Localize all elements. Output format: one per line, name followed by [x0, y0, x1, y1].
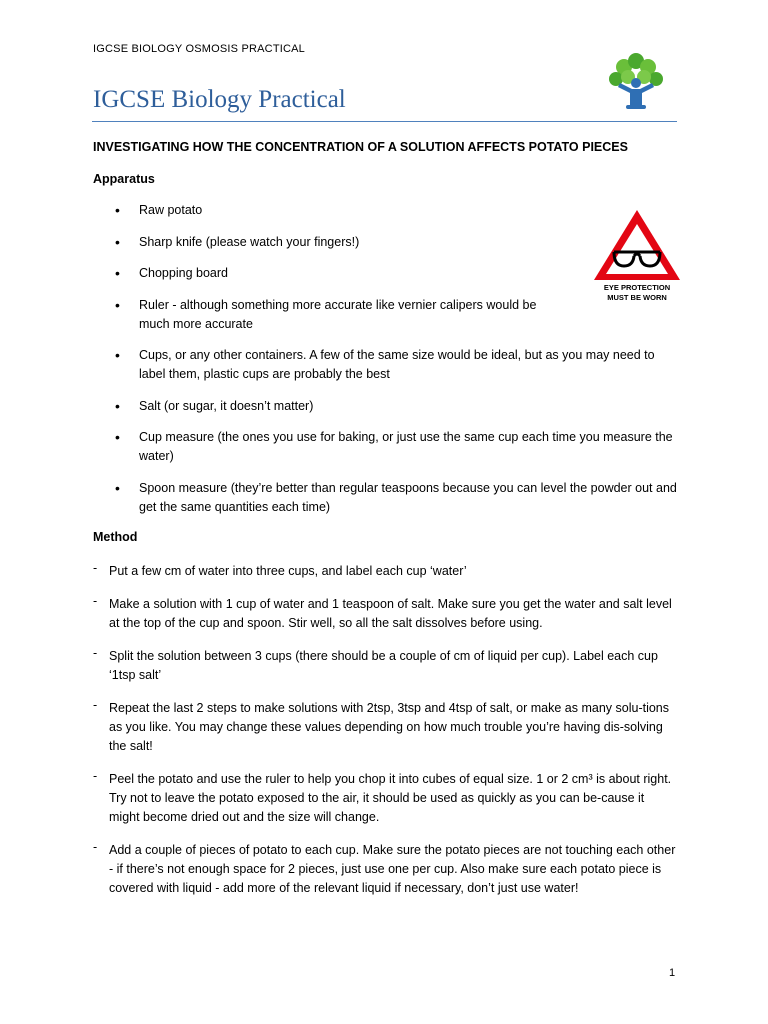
method-step: [93, 699, 677, 756]
bullet-icon: •: [115, 398, 120, 414]
method-heading: Method: [93, 530, 138, 544]
apparatus-item-text: Chopping board: [139, 266, 228, 280]
method-step-text: Add a couple of pieces of potato to each cup. Make sure the potato pieces are not touching each other - if there’s not enough space for 2 pieces, just use one per cup. Also make sure each potato piece is covered with liquid - add more of the relevant liquid if necessary, don’t just use water!: [109, 843, 676, 895]
method-step-text: Repeat the last 2 steps to make solutions with 2tsp, 3tsp and 4tsp of salt, or make as many solu-tions as you like. You may change these values depending on how much trouble you’re having dis-solving the salt!: [109, 701, 670, 753]
eye-protection-sign: [590, 206, 684, 306]
dash-icon: -: [93, 594, 98, 608]
apparatus-item: [93, 201, 563, 220]
method-step: [93, 595, 677, 633]
apparatus-item-text: Salt (or sugar, it doesn’t matter): [139, 399, 314, 413]
bullet-icon: •: [115, 297, 120, 313]
method-step: [93, 770, 677, 827]
sign-text-line1: EYE PROTECTION: [603, 283, 671, 292]
method-step: [93, 562, 677, 581]
bullet-icon: •: [115, 347, 120, 363]
bullet-icon: •: [115, 202, 120, 218]
dash-icon: -: [93, 769, 98, 783]
bullet-icon: •: [115, 234, 120, 250]
apparatus-item-text: Ruler - although something more accurate like vernier calipers would be much more accurate: [139, 298, 537, 331]
method-step-text: Peel the potato and use the ruler to help you chop it into cubes of equal size. 1 or 2 cm³ is about right. Try not to leave the potato exposed to the air, it should be used as quickly as you can be-cause it might become dried out and the size will change.: [109, 772, 672, 824]
apparatus-item-text: Raw potato: [139, 203, 203, 217]
page-title: IGCSE Biology Practical: [93, 86, 346, 113]
apparatus-heading: Apparatus: [93, 172, 155, 186]
apparatus-item: [93, 233, 563, 252]
dash-icon: -: [93, 561, 98, 575]
apparatus-item: [93, 296, 563, 334]
bullet-icon: •: [115, 265, 120, 281]
bullet-icon: •: [115, 480, 120, 496]
investigation-title: INVESTIGATING HOW THE CONCENTRATION OF A SOLUTION AFFECTS POTATO PIECES: [93, 140, 628, 154]
sign-text-line2: MUST BE WORN: [607, 293, 667, 302]
method-step-text: Make a solution with 1 cup of water and 1 teaspoon of salt. Make sure you get the water and salt level at the top of the cup and spoon. Stir well, so all the salt dissolves before using.: [109, 597, 672, 630]
method-step: [93, 647, 677, 685]
apparatus-item-text: Sharp knife (please watch your fingers!): [139, 235, 360, 249]
dash-icon: -: [93, 840, 98, 854]
tree-person-logo-icon: [604, 53, 668, 113]
apparatus-item-text: Cups, or any other containers. A few of the same size would be ideal, but as you may need to label them, plastic cups are probably the best: [139, 348, 655, 381]
apparatus-item: [93, 264, 563, 283]
apparatus-item: [93, 479, 681, 517]
method-step: [93, 841, 677, 898]
apparatus-item-text: Spoon measure (they’re better than regular teaspoons because you can level the powder out and get the same quantities each time): [139, 481, 677, 514]
dash-icon: -: [93, 646, 98, 660]
bullet-icon: •: [115, 429, 120, 445]
dash-icon: -: [93, 698, 98, 712]
apparatus-item: [93, 346, 681, 384]
apparatus-item-text: Cup measure (the ones you use for baking, or just use the same cup each time you measure the water): [139, 430, 673, 463]
apparatus-item: [93, 397, 681, 416]
method-step-text: Split the solution between 3 cups (there should be a couple of cm of liquid per cup). Label each cup ‘1tsp salt’: [109, 649, 658, 682]
method-step-text: Put a few cm of water into three cups, and label each cup ‘water’: [109, 564, 467, 578]
title-divider: [92, 121, 677, 122]
page-number: 1: [669, 967, 676, 979]
apparatus-item: [93, 428, 681, 466]
running-header: IGCSE BIOLOGY OSMOSIS PRACTICAL: [93, 43, 305, 55]
